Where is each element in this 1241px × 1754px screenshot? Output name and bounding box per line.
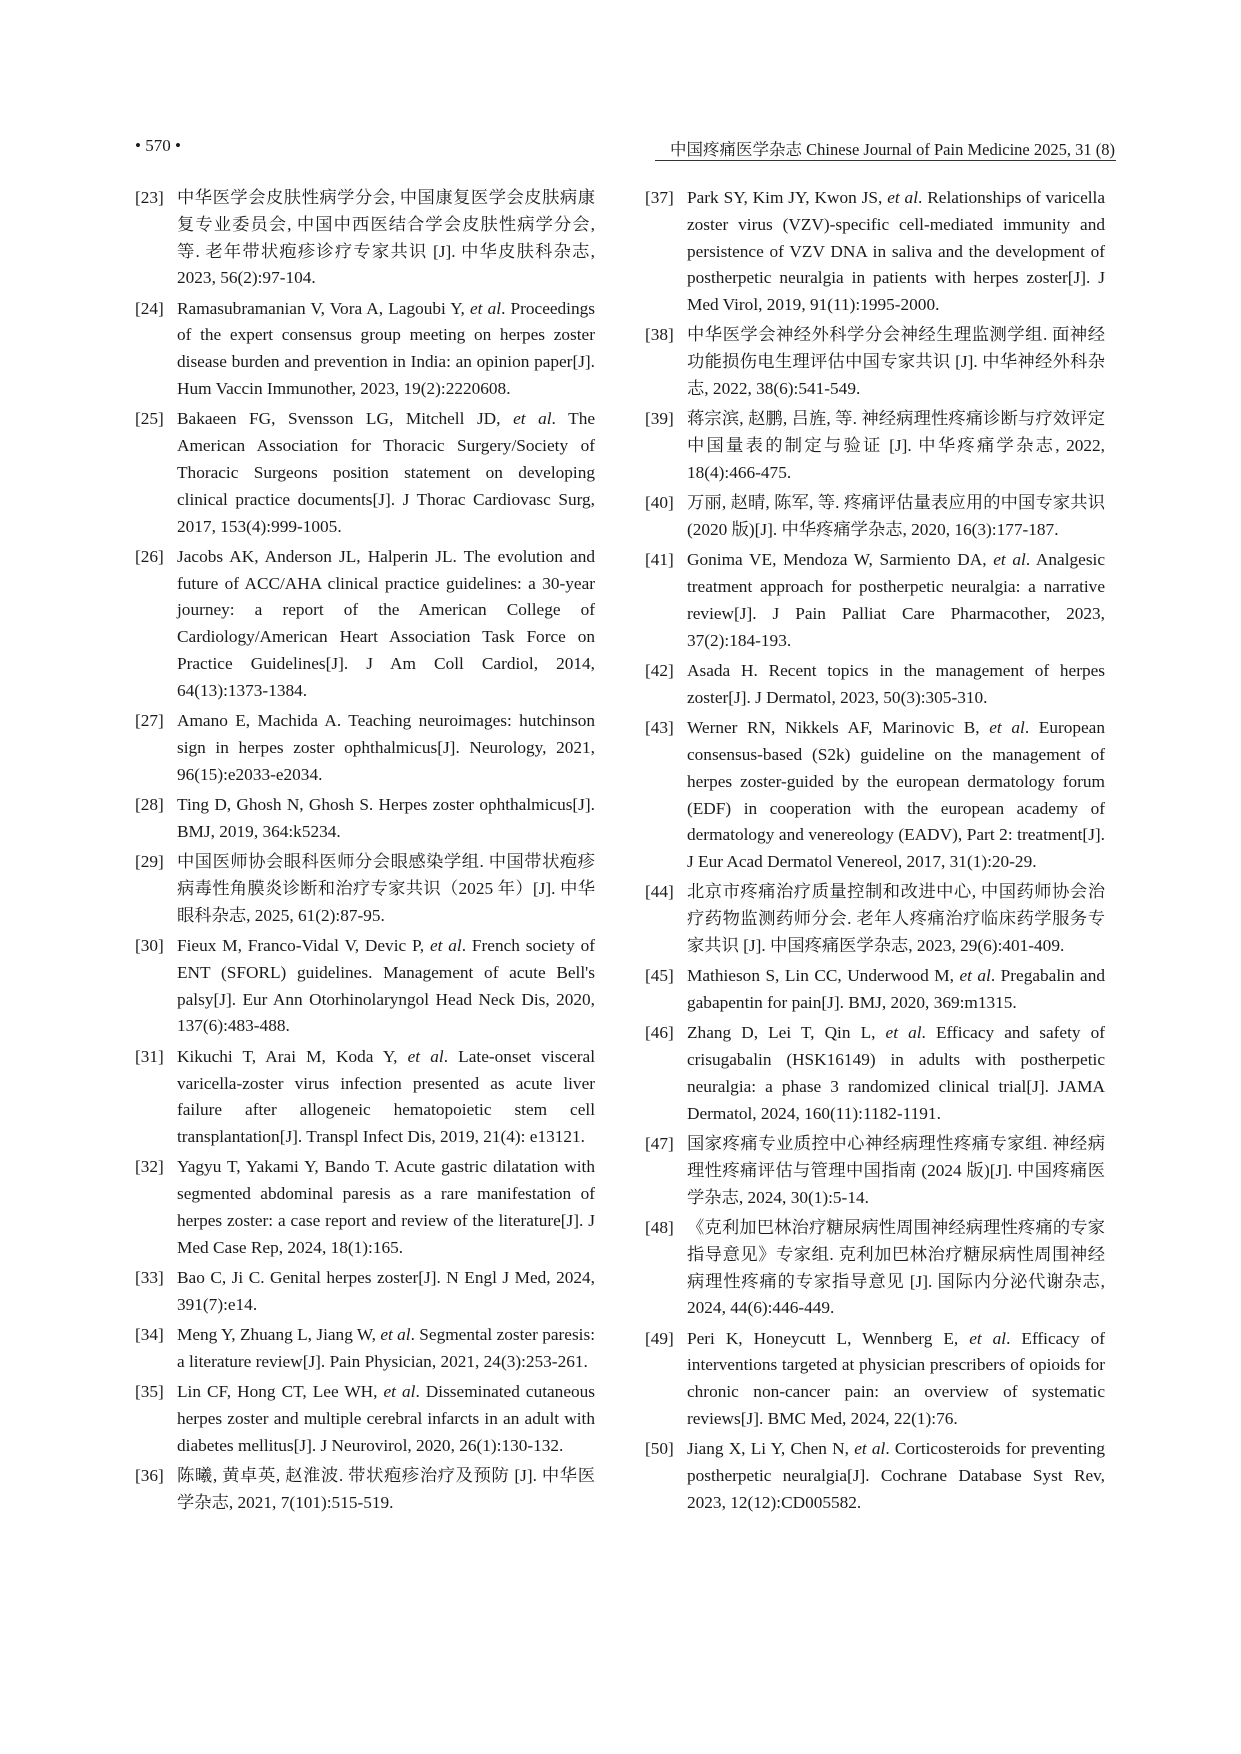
reference-item [135, 933, 595, 1040]
reference-text: Asada H. Recent topics in the management of herpes zoster[J]. J Dermatol, 2023, 50(3):305-310. [687, 661, 1105, 707]
reference-item [135, 296, 595, 403]
reference-text: Werner RN, Nikkels AF, Marinovic B, et al. European consensus-based (S2k) guideline on the management of herpes zoster-guided by the european dermatology forum (EDF) in cooperation with the european academy of dermatology and venereology (EADV), Part 2: treatment[J]. J Eur Acad Dermatol Venereol, 2017, 31(1):20-29. [687, 718, 1105, 872]
header-rule [655, 160, 1116, 161]
reference-text: 中国医师协会眼科医师分会眼感染学组. 中国带状疱疹病毒性角膜炎诊断和治疗专家共识（2025 年）[J]. 中华眼科杂志, 2025, 61(2):87-95. [177, 852, 595, 925]
reference-number: [38] [645, 325, 674, 345]
reference-item [135, 406, 595, 540]
reference-item [645, 715, 1105, 876]
reference-number: [50] [645, 1439, 674, 1459]
reference-text: Park SY, Kim JY, Kwon JS, et al. Relationships of varicella zoster virus (VZV)-specific cell-mediated immunity and persistence of VZV DNA in saliva and the development of postherpetic neuralgia in patients with herpes zoster[J]. J Med Virol, 2019, 91(11):1995-2000. [687, 188, 1106, 315]
reference-item [645, 1215, 1105, 1322]
reference-item [135, 1044, 595, 1151]
reference-number: [30] [135, 936, 164, 956]
reference-number: [26] [135, 546, 164, 566]
reference-text: 蒋宗滨, 赵鹏, 吕旌, 等. 神经病理性疼痛诊断与疗效评定中国量表的制定与验证 [J]. 中华疼痛学杂志, 2022, 18(4):466-475. [687, 409, 1105, 482]
reference-item [645, 1326, 1105, 1433]
reference-item [645, 1436, 1105, 1516]
reference-text: 《克利加巴林治疗糖尿病性周围神经病理性疼痛的专家指导意见》专家组. 克利加巴林治疗糖尿病性周围神经病理性疼痛的专家指导意见 [J]. 国际内分泌代谢杂志, 2024, 44(6):446-449. [687, 1217, 1105, 1318]
reference-item [645, 547, 1105, 654]
reference-text: 中华医学会皮肤性病学分会, 中国康复医学会皮肤病康复专业委员会, 中国中西医结合学会皮肤性病学分会, 等. 老年带状疱疹诊疗专家共识 [J]. 中华皮肤科杂志, 2023, 56(2):97-104. [177, 188, 595, 288]
reference-text: Amano E, Machida A. Teaching neuroimages: hutchinson sign in herpes zoster ophthalmicus[J]. Neurology, 2021, 96(15):e2033-e2034. [177, 711, 595, 784]
reference-text: 中华医学会神经外科学分会神经生理监测学组. 面神经功能损伤电生理评估中国专家共识 [J]. 中华神经外科杂志, 2022, 38(6):541-549. [687, 325, 1105, 399]
reference-number: [35] [135, 1382, 164, 1402]
reference-text: Fieux M, Franco-Vidal V, Devic P, et al. French society of ENT (SFORL) guidelines. Management of acute Bell's palsy[J]. Eur Ann Otorhinolaryngol Head Neck Dis, 2020, 137(6):483-488. [177, 936, 596, 1036]
reference-item [645, 1020, 1105, 1127]
reference-text: Bao C, Ji C. Genital herpes zoster[J]. N Engl J Med, 2024, 391(7):e14. [177, 1268, 595, 1314]
reference-text: 陈曦, 黄卓英, 赵淮波. 带状疱疹治疗及预防 [J]. 中华医学杂志, 2021, 7(101):515-519. [177, 1466, 595, 1512]
reference-number: [47] [645, 1134, 674, 1154]
reference-text: 北京市疼痛治疗质量控制和改进中心, 中国药师协会治疗药物监测药师分会. 老年人疼痛治疗临床药学服务专家共识 [J]. 中国疼痛医学杂志, 2023, 29(6):401-409. [687, 882, 1105, 956]
reference-number: [48] [645, 1217, 674, 1237]
reference-item [135, 708, 595, 788]
reference-text: Peri K, Honeycutt L, Wennberg E, et al. Efficacy of interventions targeted at physician prescribers of opioids for chronic non-cancer pain: an overview of systematic reviews[J]. BMC Med, 2024, 22(1):76. [687, 1328, 1106, 1429]
reference-number: [45] [645, 966, 674, 986]
reference-number: [34] [135, 1325, 164, 1345]
reference-number: [46] [645, 1023, 674, 1043]
reference-number: [24] [135, 298, 164, 318]
reference-text: Ramasubramanian V, Vora A, Lagoubi Y, et al. Proceedings of the expert consensus group meeting on herpes zoster disease burden and prevention in India: an opinion paper[J]. Hum Vaccin Immunother, 2023, 19(2):2220608. [177, 298, 595, 399]
reference-text: Ting D, Ghosh N, Ghosh S. Herpes zoster ophthalmicus[J]. BMJ, 2019, 364:k5234. [177, 795, 595, 841]
reference-item [645, 322, 1105, 402]
reference-number: [33] [135, 1268, 164, 1288]
reference-text: Gonima VE, Mendoza W, Sarmiento DA, et al. Analgesic treatment approach for postherpetic neuralgia: a narrative review[J]. J Pain Palliat Care Pharmacother, 2023, 37(2):184-193. [687, 550, 1106, 650]
reference-item [135, 1379, 595, 1459]
journal-title: 中国疼痛医学杂志 Chinese Journal of Pain Medicine 2025, 31 (8) [670, 140, 1115, 159]
reference-item [135, 1463, 595, 1517]
reference-item [645, 658, 1105, 712]
reference-text: Yagyu T, Yakami Y, Bando T. Acute gastric dilatation with segmented abdominal paresis as a rare manifestation of herpes zoster: a case report and review of the literature[J]. J Med Case Rep, 2024, 18(1):165. [177, 1157, 595, 1257]
reference-item [645, 879, 1105, 959]
reference-number: [43] [645, 718, 674, 738]
reference-item [135, 1322, 595, 1376]
reference-item [135, 185, 595, 292]
reference-text: 国家疼痛专业质控中心神经病理性疼痛专家组. 神经病理性疼痛评估与管理中国指南 (2024 版)[J]. 中国疼痛医学杂志, 2024, 30(1):5-14. [687, 1134, 1105, 1207]
reference-number: [29] [135, 852, 164, 872]
reference-text: Meng Y, Zhuang L, Jiang W, et al. Segmental zoster paresis: a literature review[J]. Pain Physician, 2021, 24(3):253-261. [177, 1325, 596, 1371]
reference-number: [32] [135, 1157, 164, 1177]
reference-item [135, 544, 595, 705]
reference-number: [28] [135, 795, 164, 815]
reference-number: [39] [645, 409, 674, 429]
reference-text: Mathieson S, Lin CC, Underwood M, et al. Pregabalin and gabapentin for pain[J]. BMJ, 2020, 369:m1315. [687, 966, 1105, 1013]
reference-column-left [135, 185, 595, 1520]
page-number: • 570 • [135, 136, 181, 155]
reference-column-right [645, 185, 1105, 1520]
reference-text: Jacobs AK, Anderson JL, Halperin JL. The evolution and future of ACC/AHA clinical practice guidelines: a 30-year journey: a report of the American College of Cardiology/American Heart Association Task Force on Practice Guidelines[J]. J Am Coll Cardiol, 2014, 64(13):1373-1384. [177, 546, 595, 700]
reference-number: [40] [645, 493, 674, 513]
reference-item [135, 1154, 595, 1261]
reference-item [135, 1265, 595, 1319]
reference-item [645, 185, 1105, 319]
reference-number: [25] [135, 409, 164, 429]
reference-number: [44] [645, 882, 674, 902]
reference-item [645, 490, 1105, 544]
reference-item [135, 792, 595, 846]
reference-item [645, 1131, 1105, 1211]
reference-number: [23] [135, 188, 164, 207]
reference-text: Bakaeen FG, Svensson LG, Mitchell JD, et al. The American Association for Thoracic Surgery/Society of Thoracic Surgeons position statement on developing clinical practice documents[J]. J Thorac Cardiovasc Surg, 2017, 153(4):999-1005. [177, 409, 595, 536]
reference-text: Kikuchi T, Arai M, Koda Y, et al. Late-onset visceral varicella-zoster virus infection presented as acute liver failure after allogeneic hematopoietic stem cell transplantation[J]. Transpl Infect Dis, 2019, 21(4): e13121. [177, 1046, 595, 1147]
reference-text: 万丽, 赵晴, 陈军, 等. 疼痛评估量表应用的中国专家共识 (2020 版)[J]. 中华疼痛学杂志, 2020, 16(3):177-187. [687, 493, 1105, 540]
reference-text: Jiang X, Li Y, Chen N, et al. Corticosteroids for preventing postherpetic neuralgia[J]. Cochrane Database Syst Rev, 2023, 12(12):CD005582. [687, 1439, 1105, 1512]
reference-text: Lin CF, Hong CT, Lee WH, et al. Disseminated cutaneous herpes zoster and multiple cerebral infarcts in an adult with diabetes mellitus[J]. J Neurovirol, 2020, 26(1):130-132. [177, 1382, 595, 1455]
reference-number: [42] [645, 661, 674, 681]
reference-item [645, 963, 1105, 1017]
reference-number: [27] [135, 711, 164, 731]
reference-item [645, 406, 1105, 486]
reference-item [135, 849, 595, 929]
reference-number: [31] [135, 1046, 164, 1066]
reference-number: [41] [645, 550, 674, 570]
reference-number: [37] [645, 188, 674, 207]
reference-number: [36] [135, 1466, 164, 1486]
reference-number: [49] [645, 1328, 674, 1348]
reference-text: Zhang D, Lei T, Qin L, et al. Efficacy and safety of crisugabalin (HSK16149) in adults with postherpetic neuralgia: a phase 3 randomized clinical trial[J]. JAMA Dermatol, 2024, 160(11):1182-1191. [687, 1023, 1105, 1123]
